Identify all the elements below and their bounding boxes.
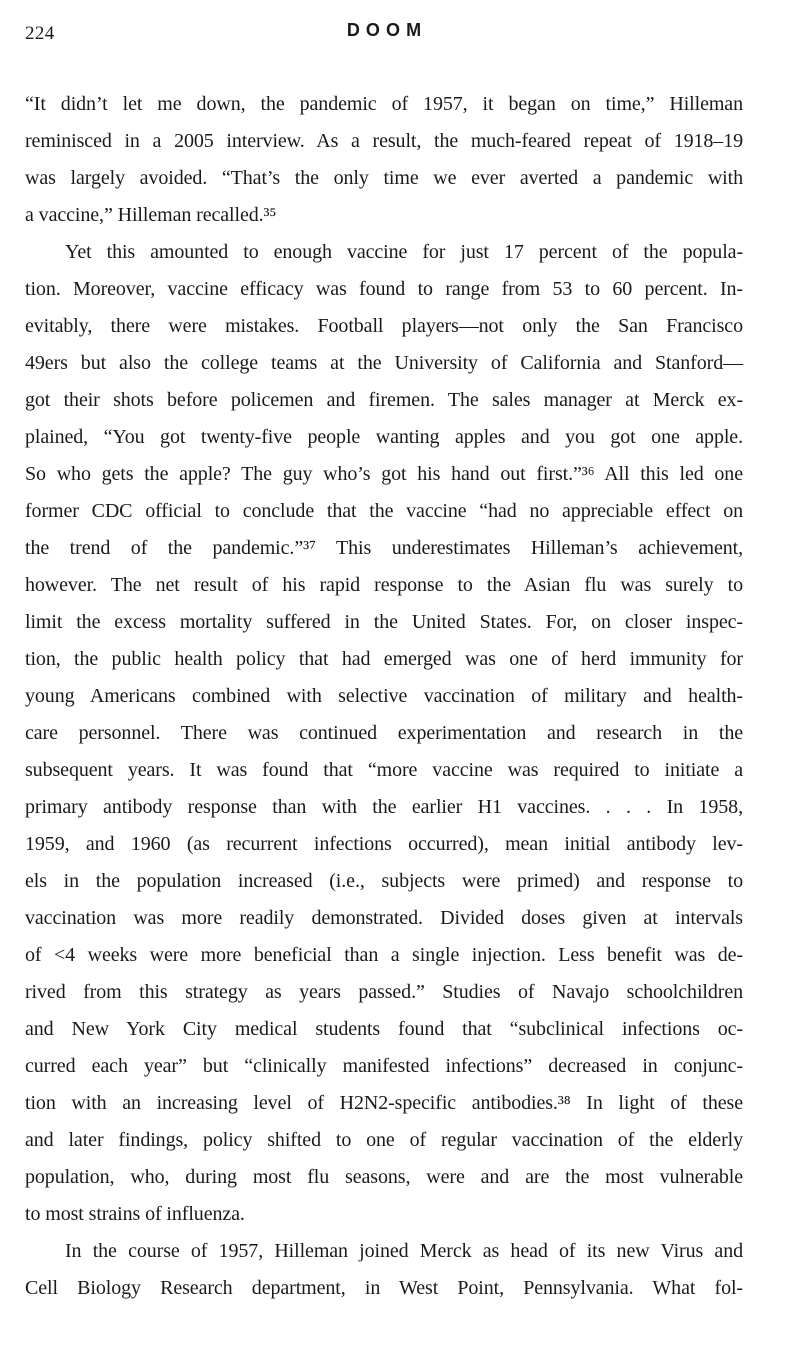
text-line: tion. Moreover, vaccine efficacy was found to range from 53 to 60 percent. In- [25,278,743,300]
text-line: care personnel. There was continued experimentation and research in the [25,722,743,744]
text-line: In the course of 1957, Hilleman joined Merck as head of its new Virus and [65,1240,743,1262]
text-line: So who gets the apple? The guy who’s got his hand out first.”³⁶ All this led one [25,463,743,485]
paragraph [25,1233,743,1307]
page-number: 224 [25,23,55,44]
text-line: evitably, there were mistakes. Football players—not only the San Francisco [25,315,743,337]
text-line: to most strains of influenza. [25,1203,245,1225]
text-line: Yet this amounted to enough vaccine for just 17 percent of the popula- [65,241,743,263]
text-line: a vaccine,” Hilleman recalled.³⁵ [25,204,277,226]
paragraph [25,234,743,1233]
text-line: primary antibody response than with the earlier H1 vaccines. . . . In 1958, [25,796,743,818]
text-line: subsequent years. It was found that “more vaccine was required to initiate a [25,759,743,781]
paragraph [25,86,743,234]
text-line: young Americans combined with selective vaccination of military and health- [25,685,743,707]
text-line: els in the population increased (i.e., subjects were primed) and response to [25,870,743,892]
text-line: plained, “You got twenty-five people wanting apples and you got one apple. [25,426,743,448]
text-line: population, who, during most flu seasons, were and are the most vulnerable [25,1166,743,1188]
text-line: and New York City medical students found that “subclinical infections oc- [25,1018,743,1040]
text-line: was largely avoided. “That’s the only time we ever averted a pandemic with [25,167,743,189]
body-text [25,86,743,1307]
page-header [25,20,743,48]
text-line: 49ers but also the college teams at the University of California and Stanford— [25,352,743,374]
text-line: and later findings, policy shifted to one of regular vaccination of the elderly [25,1129,743,1151]
text-line: tion, the public health policy that had emerged was one of herd immunity for [25,648,743,670]
text-line: vaccination was more readily demonstrated. Divided doses given at intervals [25,907,743,929]
text-line: of <4 weeks were more beneficial than a single injection. Less benefit was de- [25,944,743,966]
running-head: DOOM [346,20,428,40]
text-line: “It didn’t let me down, the pandemic of 1957, it began on time,” Hilleman [25,93,743,115]
text-line: reminisced in a 2005 interview. As a result, the much-feared repeat of 1918–19 [25,130,743,152]
text-line: however. The net result of his rapid response to the Asian flu was surely to [25,574,743,596]
text-line: former CDC official to conclude that the vaccine “had no appreciable effect on [25,500,743,522]
text-line: tion with an increasing level of H2N2-specific antibodies.³⁸ In light of these [25,1092,743,1114]
text-line: rived from this strategy as years passed.” Studies of Navajo schoolchildren [25,981,743,1003]
text-line: got their shots before policemen and firemen. The sales manager at Merck ex- [25,389,743,411]
text-line: limit the excess mortality suffered in the United States. For, on closer inspec- [25,611,743,633]
text-line: 1959, and 1960 (as recurrent infections occurred), mean initial antibody lev- [25,833,743,855]
text-line: the trend of the pandemic.”³⁷ This underestimates Hilleman’s achievement, [25,537,743,559]
text-line: curred each year” but “clinically manifested infections” decreased in conjunc- [25,1055,743,1077]
text-line: Cell Biology Research department, in West Point, Pennsylvania. What fol- [25,1277,743,1299]
